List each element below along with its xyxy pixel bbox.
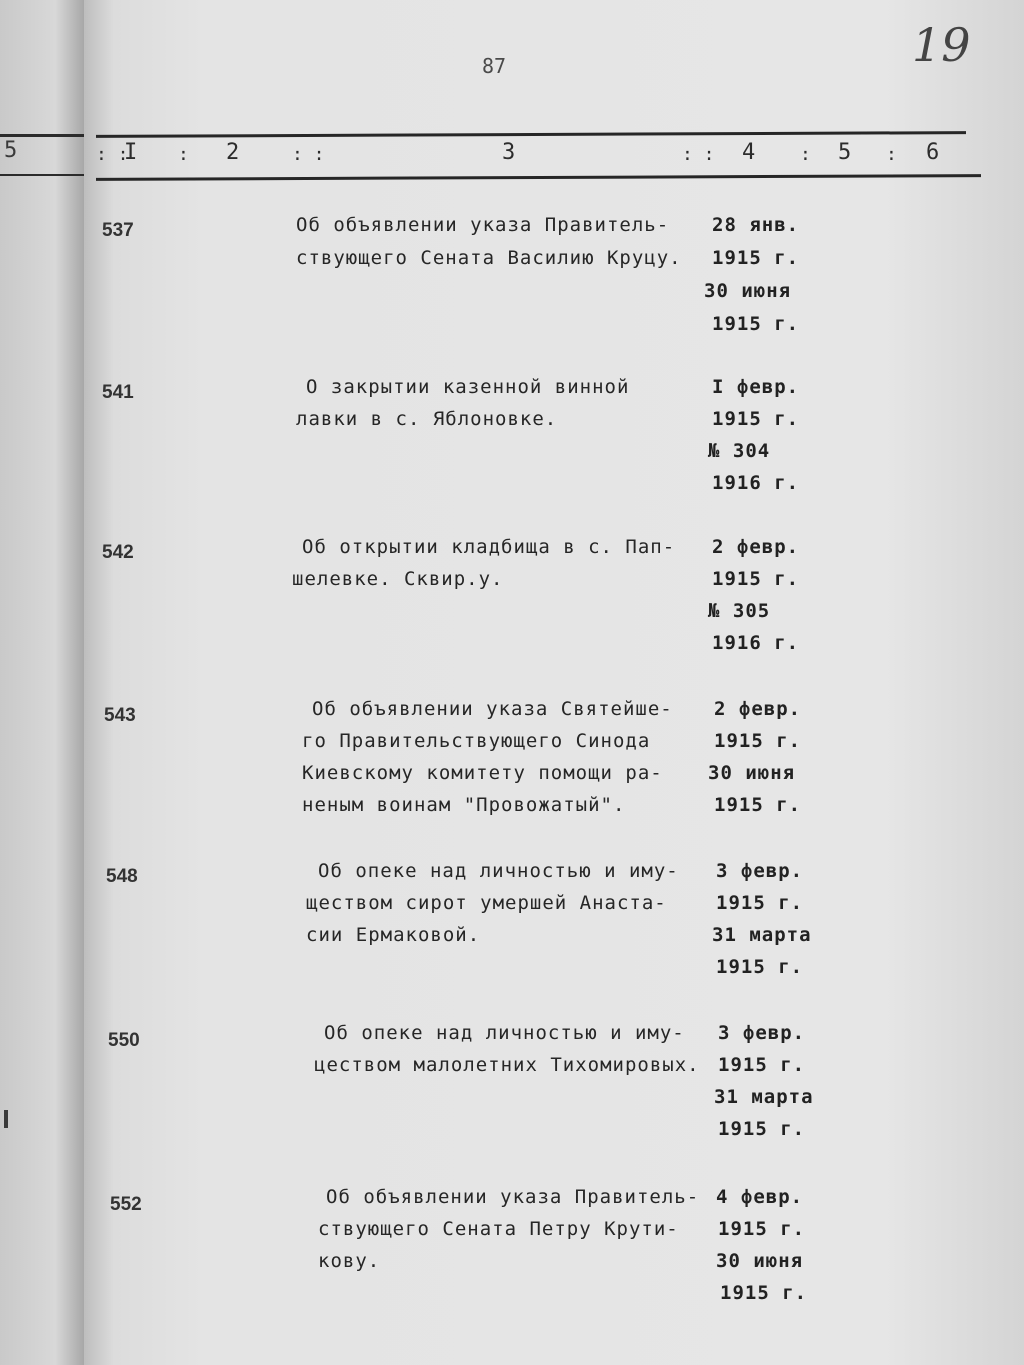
entry-description-line: Об опеке над личностью и иму- [318, 860, 679, 882]
column-header-3: 3 [502, 140, 516, 165]
column-separator: : : [96, 144, 129, 165]
entry-description-line: Об объявлении указа Правитель- [296, 214, 670, 236]
entry-date-line: 30 июня [704, 280, 792, 302]
entry-date-line: 1915 г. [716, 892, 804, 914]
column-header-2: 2 [226, 140, 240, 165]
entry-number: 543 [104, 705, 136, 726]
entry-date-line: 28 янв. [712, 214, 800, 236]
column-separator: : : [682, 144, 715, 165]
entry-description-line: Об объявлении указа Правитель- [326, 1186, 700, 1208]
entry-description-line: ществом сирот умершей Анаста- [306, 892, 667, 914]
margin-mark [4, 1110, 8, 1128]
entry-description-line: Об открытии кладбища в с. Пап- [302, 536, 676, 558]
entry-date-line: 2 февр. [714, 698, 802, 720]
column-header-1: I [124, 140, 138, 165]
entry-date-line: 1915 г. [720, 1282, 808, 1304]
handwritten-folio-number: 19 [912, 18, 971, 72]
entry-description-line: О закрытии казенной винной [306, 376, 630, 398]
entry-date-line: 1916 г. [712, 472, 800, 494]
entry-date-line: № 304 [708, 440, 771, 462]
entry-description-line: Об опеке над личностью и иму- [324, 1022, 685, 1044]
page-number: 87 [482, 54, 507, 78]
entry-number: 537 [102, 220, 134, 241]
entry-date-line: 1915 г. [712, 313, 800, 335]
entry-date-line: 2 февр. [712, 536, 800, 558]
document-page [84, 0, 1024, 1365]
entry-description-line: цеством малолетних Тихомировых. [314, 1054, 700, 1076]
entry-description-line: шелевке. Сквир.у. [292, 568, 504, 590]
entry-date-line: 1915 г. [714, 794, 802, 816]
entry-date-line: 1915 г. [718, 1054, 806, 1076]
column-separator: : [886, 144, 897, 165]
entry-date-line: 1916 г. [712, 632, 800, 654]
column-separator: : [800, 144, 811, 165]
entry-number: 541 [102, 382, 134, 403]
entry-date-line: 3 февр. [718, 1022, 806, 1044]
entry-description-line: Об объявлении указа Святейше- [312, 698, 673, 720]
entry-date-line: 1915 г. [712, 408, 800, 430]
entry-description-line: кову. [318, 1250, 381, 1272]
entry-description-line: неным воинам "Провожатый". [302, 794, 626, 816]
entry-number: 550 [108, 1030, 140, 1051]
entry-description-line: Киевскому комитету помощи ра- [302, 762, 663, 784]
entry-date-line: 1915 г. [718, 1118, 806, 1140]
entry-date-line: 4 февр. [716, 1186, 804, 1208]
entry-description-line: ствующего Сената Василию Круцу. [296, 247, 682, 269]
entry-date-line: 1915 г. [718, 1218, 806, 1240]
entry-description-line: го Правительствующего Синода [302, 730, 651, 752]
left-page-rule-top [0, 134, 90, 137]
entry-date-line: 1915 г. [714, 730, 802, 752]
column-header-4: 4 [742, 140, 756, 165]
entry-date-line: 30 июня [716, 1250, 804, 1272]
entry-description-line: лавки в с. Яблоновке. [296, 408, 558, 430]
column-separator: : : [292, 144, 325, 165]
entry-description-line: сии Ермаковой. [306, 924, 481, 946]
entry-date-line: 30 июня [708, 762, 796, 784]
entry-date-line: 3 февр. [716, 860, 804, 882]
left-page-column-number: 5 [4, 138, 24, 163]
entry-date-line: 1915 г. [712, 247, 800, 269]
entry-description-line: ствующего Сената Петру Крути- [318, 1218, 679, 1240]
entry-date-line: № 305 [708, 600, 771, 622]
left-page-edge [0, 0, 92, 1365]
entry-date-line: 1915 г. [716, 956, 804, 978]
entry-date-line: 31 марта [714, 1086, 814, 1108]
entry-number: 542 [102, 542, 134, 563]
column-header-5: 5 [838, 140, 852, 165]
entry-number: 548 [106, 866, 138, 887]
left-page-rule-bottom [0, 174, 90, 176]
column-separator: : [178, 144, 189, 165]
entry-date-line: I февр. [712, 376, 800, 398]
entry-date-line: 31 марта [712, 924, 812, 946]
entry-date-line: 1915 г. [712, 568, 800, 590]
entry-number: 552 [110, 1194, 142, 1215]
column-header-6: 6 [926, 140, 940, 165]
